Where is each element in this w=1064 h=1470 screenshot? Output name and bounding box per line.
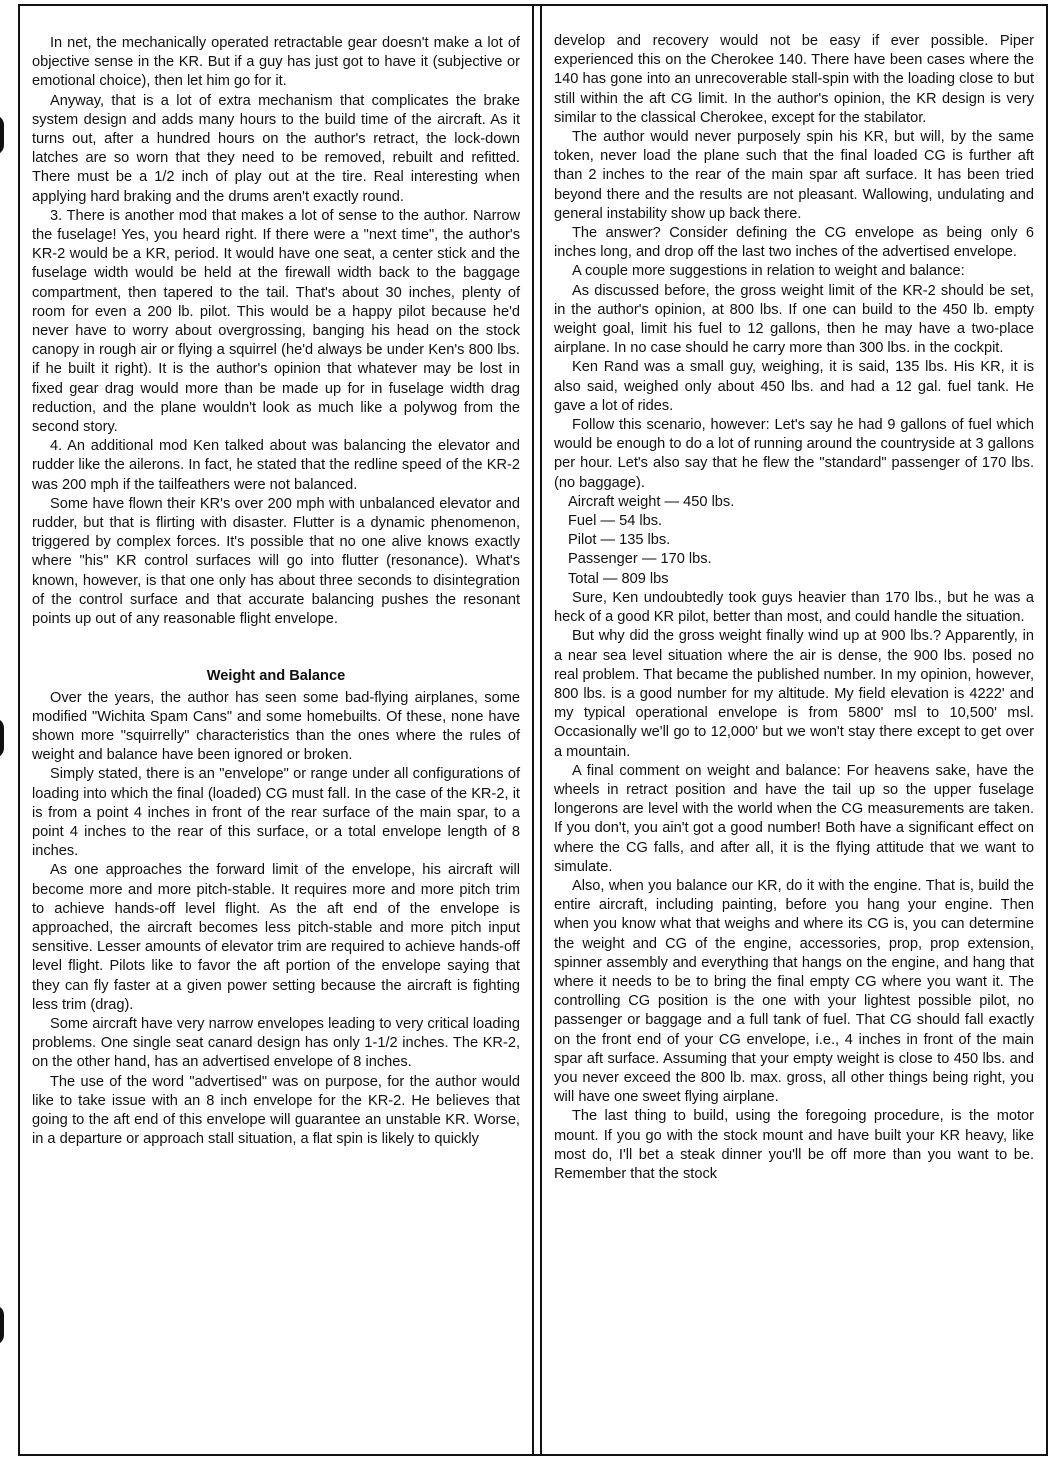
paragraph: Follow this scenario, however: Let's say he had 9 gallons of fuel which would be enough to do a lot of running around the countryside at 3 gallons per hour. Let's also say that he flew the "standard" passenger of 170 lbs. (no baggage).	[554, 417, 1034, 491]
binder-hole	[0, 115, 4, 155]
paragraph: The answer? Consider defining the CG envelope as being only 6 inches long, and drop off the last two inches of the advertised envelope.	[554, 225, 1034, 261]
right-column	[540, 6, 1046, 1454]
page-frame	[18, 4, 1048, 1456]
binder-hole	[0, 1305, 4, 1345]
paragraph: As discussed before, the gross weight limit of the KR-2 should be set, in the author's opinion, at 800 lbs. If one can build to the 450 lb. empty weight goal, limit his fuel to 12 gallons, then he may have a two-place airplane. In no case should he carry more than 300 lbs. in the cockpit.	[554, 282, 1034, 357]
weight-list	[554, 493, 1034, 589]
paragraph: develop and recovery would not be easy if ever possible. Piper experienced this on the Cherokee 140. There have been cases where the 140 has gone into an unrecoverable stall-spin with the loading close to but still within the aft CG limit. In the author's opinion, the KR design is very similar to the classical Cherokee, except for the stabilator.	[554, 33, 1034, 126]
left-column	[20, 6, 534, 1454]
paragraph: Anyway, that is a lot of extra mechanism that complicates the brake system design and adds many hours to the build time of the aircraft. As it turns out, after a hundred hours on the author's retract, the lock-down latches are so worn that they need to be removed, rebuilt and refitted. There must be a 1/2 inch of play out at the tire. Real interesting when applying hard braking and the drums aren't exactly round.	[32, 92, 520, 205]
binder-hole	[0, 718, 4, 758]
paragraph: But why did the gross weight finally wind up at 900 lbs.? Apparently, in a near sea level situation where the air is dense, the 900 lbs. posed no real problem. That became the published number. In my opinion, however, 800 lbs. is a good number for my altitude. My field elevation is 4222' and my typical operational envelope is from 5800' msl to 10,500' msl. Occasionally we'll go to 12,000' but we won't stay there except to get over a mountain.	[554, 628, 1034, 760]
paragraph: Over the years, the author has seen some bad-flying airplanes, some modified "Wichita Spam Cans" and some homebuilts. Of these, none have shown more "squirrelly" characteristics than the ones where the rules of weight and balance have been ignored or broken.	[32, 689, 520, 764]
paragraph: The author would never purposely spin his KR, but will, by the same token, never load the plane such that the final loaded CG is further aft than 2 inches to the rear of the main spar aft surface. It has been tried beyond there and the results are not pleasant. Wallowing, undulating and general instability show up back there.	[554, 129, 1034, 222]
paragraph: In net, the mechanically operated retractable gear doesn't make a lot of objective sense in the KR. But if a guy has just got to have it (subjective or emotional choice), then let him go for it.	[32, 35, 520, 90]
paragraph: The last thing to build, using the foregoing procedure, is the motor mount. If you go with the stock mount and have built your KR heavy, like most do, I'll bet a steak dinner you'll be off more than you want to be. Remember that the stock	[554, 1108, 1034, 1182]
paragraph: Sure, Ken undoubtedly took guys heavier than 170 lbs., but he was a heck of a good KR pilot, better than most, and could handle the situation.	[554, 589, 1034, 626]
weight-item: Pilot — 135 lbs.	[568, 532, 671, 549]
paragraph: Simply stated, there is an "envelope" or range under all configurations of loading into which the final (loaded) CG must fall. In the case of the KR-2, it is from a point 4 inches in front of the rear surface of the main spar, to a point 4 inches to the rear of this surface, or a total envelope length of 8 inches.	[32, 766, 520, 860]
paragraph: 3. There is another mod that makes a lot of sense to the author. Narrow the fuselage! Yes, you heard right. If there were a "next time", the author's KR-2 would be a KR, period. It would have one seat, a center stick and the fuselage width would be held at the firewall width back to the baggage compartment, then tapered to the tail. That's about 30 inches, plenty of room for even a 200 lb. pilot. This would be a happy pilot because he'd never have to worry about overgrossing, banging his head on the stock canopy in rough air or flying a squirrel (he'd always be under Ken's 800 lbs. if he built it right). It is the author's opinion that whatever may be lost in fixed gear drag would more than be made up for in fuselage width drag reduction, and the plane wouldn't look as much like a polywog from the second story.	[32, 207, 520, 436]
weight-item: Passenger — 170 lbs.	[568, 551, 712, 568]
weight-item: Aircraft weight — 450 lbs.	[568, 493, 735, 510]
weight-item: Total — 809 lbs	[568, 570, 669, 587]
paragraph: Also, when you balance our KR, do it with the engine. That is, build the entire aircraft, including painting, before you hang your engine. Then when you know what that weighs and where its CG is, you can determine the weight and CG of the engine, accessories, prop, prop extension, spinner assembly and everything that hangs on the engine, and hang that where it needs to be to bring the final empty CG where you want it. The controlling CG position is the one with your lightest possible pilot, no passenger or baggage and a full tank of fuel. That CG should fall exactly on the front end of your CG envelope, i.e., 4 inches in front of the main spar aft surface. Assuming that your empty weight is close to 450 lbs. and you never exceed the 800 lb. max. gross, all other things being right, you will have one sweet flying airplane.	[554, 877, 1034, 1106]
paragraph: 4. An additional mod Ken talked about was balancing the elevator and rudder like the ailerons. In fact, he stated that the redline speed of the KR-2 was 200 mph if the tailfeathers were not balanced.	[32, 438, 520, 493]
paragraph: Some aircraft have very narrow envelopes leading to very critical loading problems. One single seat canard design has only 1-1/2 inches. The KR-2, on the other hand, has an advertised envelope of 8 inches.	[32, 1015, 520, 1071]
section-heading: Weight and Balance	[206, 668, 346, 685]
paragraph: A couple more suggestions in relation to weight and balance:	[572, 263, 965, 280]
paragraph: The use of the word "advertised" was on purpose, for the author would like to take issue with an 8 inch envelope for the KR-2. He believes that going to the aft end of this envelope will guarantee an unstable KR. Worse, in a departure or approach stall situation, a flat spin is likely to quickly	[32, 1073, 520, 1148]
paragraph: Ken Rand was a small guy, weighing, it is said, 135 lbs. His KR, it is also said, weighed only about 450 lbs. and had a 12 gal. fuel tank. He gave a lot of rides.	[554, 359, 1034, 414]
paragraph: Some have flown their KR's over 200 mph with unbalanced elevator and rudder, but that is flirting with disaster. Flutter is a dynamic phenomenon, triggered by complex forces. It's possible that no one alive knows exactly where "his" KR control surfaces will go into flutter (resonance). What's known, however, is that one only has about three seconds to disintegration of the control surface and that accurate balancing pushes the resonant points up out of any reasonable flight envelope.	[32, 495, 520, 628]
paragraph: As one approaches the forward limit of the envelope, his aircraft will become more and more pitch-stable. It requires more and more pitch trim to achieve hands-off level flight. As the aft end of the envelope is approached, the aircraft becomes less pitch-stable and more pitch input sensitive. Lesser amounts of elevator trim are required to achieve hands-off level flight. Pilots like to favor the aft portion of the envelope saying that they can fly faster at a given power setting because the aircraft is fighting less trim (drag).	[32, 862, 520, 1013]
paragraph: A final comment on weight and balance: For heavens sake, have the wheels in retract position and have the tail up so the upper fuselage longerons are level with the world when the CG measurements are taken. If you don't, you ain't got a good number! Both have a significant effect on where the CG falls, and after all, it is the flying attitude that we want to simulate.	[554, 762, 1034, 875]
weight-item: Fuel — 54 lbs.	[568, 513, 663, 530]
